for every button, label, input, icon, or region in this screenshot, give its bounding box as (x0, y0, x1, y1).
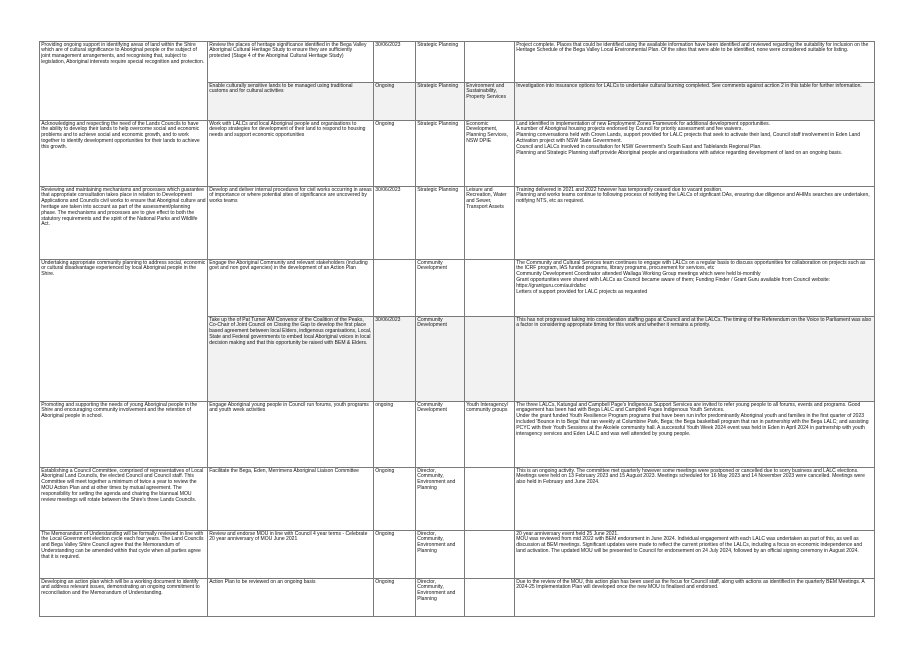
section-cell (465, 42, 515, 83)
responsibility-cell: Director, Community, Environment and Planning (416, 468, 465, 531)
objective-cell: Acknowledging and respecting the need of the Lands Councils to have the ability to develop their lands to help overcome social and economic problems and to achieve social and economic growth, and to work together to identify development opportunities for their lands to achieve this growth. (40, 121, 208, 187)
update-line: This is an ongoing activity. The committee met quarterly however some meetings were postponed or cancelled due to sorry business and LALC elections. Meetings were held on 13 February 2023 and 15 August 2023. Meetings scheduled for 16 May 2023 and 14 November 2023 were cancelled. Meetings were also held in February and June 2024. (516, 467, 865, 486)
action-cell: Enable culturally sensitive lands to be managed using traditional customs and for cultural activities (208, 83, 374, 121)
table-row (40, 579, 875, 617)
section-cell (465, 260, 515, 317)
objective-cell: Establishing a Council Committee, comprised of representatives of Local Aboriginal Land Councils, the elected Council and Council staff. This Committee will meet together a minimum of twice a year to review the MOU Action Plan and at other times by mutual agreement. The responsibility for setting the agenda and chairing the biannual MOU review meetings will rotate between the Shire's three Lands Councils. (40, 468, 208, 531)
action-cell: Work with LALCs and local Aboriginal people and organisations to develop strategies for development of their land to respond to housing needs and support economic opportunities (208, 121, 374, 187)
date-cell: 30/06/2023 (374, 187, 416, 260)
objective-cell: Developing an action plan which will be a working document to identify and address relevant issues, demonstrating an ongoing commitment to reconciliation and the Memorandum of Understanding. (40, 579, 208, 617)
objective-cell: Reviewing and maintaining mechanisms and processes which guarantee that appropriate consultation takes place in relation to Development Applications and Councils civil works to ensure that Aboriginal culture and heritage are taken into account as part of the assessment/planning phase. The mechanisms and processes are to give effect to both the statutory requirements and the spirit of the National Parks and Wildlife Act. (40, 187, 208, 260)
update-line: The three LALCs, Katungal and Campbell Page's Indigenous Support Services are invited to refer young people to all forums, events and programs. Good engagement has been had with Bega LALC and Campbell Pages Indigenous Youth Services. (516, 401, 861, 414)
update-line: Project complete. Places that could be identified using the available information have been identified and reviewed regarding the suitability for inclusion on the Heritage Schedule of the Bega Valley Local Environmental Plan. Of the sites that were able to be identified, none were considered suitable for listing. (516, 41, 869, 54)
action-cell: Review and endorse MOU in line with Council 4 year terms - Celebrate 20 year anniversary of MOU June 2021 (208, 531, 374, 579)
table-row (40, 402, 875, 468)
section-cell (465, 579, 515, 617)
date-cell: 30/06/2023 (374, 42, 416, 83)
table-row (40, 187, 875, 260)
action-cell: Take up the of Pat Turner AM Convenor of the Coalition of the Peaks, Co-Chair of Joint Council on Closing the Gap to develop the first place based agreement between local Elders, indigenous organisations, Local, State and Federal governments to embed local Aboriginal voices in local decision making and that this opportunity be raised with BEM & Elders. (208, 317, 374, 402)
responsibility-cell: Strategic Planning (416, 83, 465, 121)
date-cell: ongoing (374, 402, 416, 468)
action-cell: Review the places of heritage significance identified in the Bega Valley Aboriginal Cultural Heritage Study to ensure they are sufficiently protected (Stage 4 of the Aboriginal Cultural Heritage Study) (208, 42, 374, 83)
mou-action-plan-table (39, 41, 875, 617)
responsibility-cell: Community Development (416, 317, 465, 402)
update-line: MOU was reviewed from mid 2022 with BEM endorsment in June 2024. Individual engagement with each LALC was undertaken as part of this, as well as discussion at BEM meetings. Significant updates were made to reflect the current priorities of the LALCs, including a focus on economic independence and land activation. The updated MOU will be presented to Council for endorsement on 24 July 2024, followed by an official signing ceremony in August 2024. (516, 536, 863, 554)
update-line: Under the grant funded Youth Resilience Program programs that have been run in/for predominantly Aboriginal youth and families in the first quarter of 2023 included 'Bounce in to Bega' that ran weekly at Columbine Park, Bega; the Bega basketball program that ran in partnership with the Bega LALC; and assisting PCYC with their Youth Sessions at the Akolele community hall. A successful Youth Week 2024 event was held in Eden in April 2024 in partnership with youth interagency services and Eden LALC and was well attended by young people. (516, 413, 869, 437)
responsibility-cell: Community Development (416, 260, 465, 317)
objective-cell: The Memorandum of Understanding will be formally reviewed in line with the Local Government election cycle each four years. The Land Councils and Bega Valley Shire Council agree that the Memorandum of Understanding can be amended within that cycle when all parties agree that it is required. (40, 531, 208, 579)
section-cell (465, 531, 515, 579)
responsibility-cell: Strategic Planning (416, 187, 465, 260)
update-cell (515, 402, 875, 468)
update-line: 20 year anniversary event held 25 June 2021. (516, 530, 619, 537)
update-line: Community Development Coordinator attended Wallaga Working Group meetings which were held bi-monthly (516, 271, 761, 278)
section-cell: Environment and Sustainability, Property Services (465, 83, 515, 121)
update-line: Grant opportunities were shared with LALCs as Council became aware of them; Funding Finder / Grant Guru available from Council website: https://grantguru.com/au/rdafsc (516, 276, 831, 289)
objective-cell: Providing ongoing support in identifying areas of land within the Shire which are of cultural significance to Aboriginal people or the subject of joint management arrangements, and recognising that, subject to legislation, Aboriginal interests require special recognition and protection. (40, 42, 208, 121)
action-cell: Facilitate the Bega, Eden, Merrimens Aboriginal Liaison Committee (208, 468, 374, 531)
update-cell (515, 83, 875, 121)
action-cell: Action Plan to be reviewed on an ongoing basis (208, 579, 374, 617)
action-cell: Engage Aboriginal young people in Council run forums, youth programs and youth week activities (208, 402, 374, 468)
responsibility-cell: Director, Community, Environment and Planning (416, 579, 465, 617)
update-cell (515, 468, 875, 531)
date-cell: Ongoing (374, 83, 416, 121)
responsibility-cell: Director, Community, Environment and Planning (416, 531, 465, 579)
update-line: Due to the review of the MOU, this action plan has been used as the focus for Council staff, along with actions as identified in the quarterly BEM Meetings. A 2024-25 Implementation Plan will developed once the new MOU is finalised and endorsed. (516, 578, 865, 591)
update-cell (515, 579, 875, 617)
update-line: Planning conversations held with Crown Lands, support provided for LALC projects that seek to activate their land, Council staff involvement in Eden Land Activation project with NSW State Government. (516, 132, 861, 144)
objective-cell: Undertaking appropriate community planning to address social, economic or cultural disadvantage experienced by local Aboriginal people in the Shire. (40, 260, 208, 402)
section-cell: Economic Development, Planning Services, NSW DPIE (465, 121, 515, 187)
responsibility-cell: Community Development (416, 402, 465, 468)
date-cell (374, 260, 416, 317)
date-cell: Ongoing (374, 531, 416, 579)
update-line: Planning and works teams continue to following process of notifying the LALCs of signficant DAs, ensuring due diligence and AHIMs searches are undertaken, notifying NTS, etc as required. (516, 192, 870, 205)
update-cell (515, 187, 875, 260)
update-line: The Community and Cultural Services team continues to engage with LALCs on a regular basis to discuss opportunities for collaboration on projects such as the ICRF program, IAS funded programs, library programs, procurement for services, etc (516, 259, 866, 272)
section-cell (465, 468, 515, 531)
section-cell (465, 317, 515, 402)
section-cell: Leisure and Recreation, Water and Sewer, Transport Assets (465, 187, 515, 260)
date-cell: 30/06/2023 (374, 317, 416, 402)
update-cell (515, 260, 875, 317)
update-line: Letters of support provided for LALC projects as requested (516, 288, 648, 295)
date-cell: Ongoing (374, 579, 416, 617)
objective-cell: Promoting and supporting the needs of young Aboriginal people in the Shire and encouraging community involvement and the retention of Aboriginal people in school. (40, 402, 208, 468)
responsibility-cell: Strategic Planning (416, 42, 465, 83)
update-line: This has not progressed taking into consideration staffing gaps at Council and at the LALCs. The timing of the Referendum on the Voice to Parliament was also a factor in considering appropriate timing for this work and whether it remains a priority. (516, 316, 872, 329)
table-row (40, 531, 875, 579)
update-line: Land identified in implementation of new Employment Zones Framework for additional development opportunities. (516, 120, 771, 127)
action-cell: Engage the Aboriginal Community and relevant stakeholders (including govt and non govt agencies) in the development of an Action Plan (208, 260, 374, 317)
update-line: Council and LALCs involved in consultation for NSW Government's South East and Tablelands Regional Plan. (516, 143, 762, 150)
update-cell (515, 317, 875, 402)
table-body (40, 42, 875, 617)
update-cell (515, 531, 875, 579)
update-cell (515, 121, 875, 187)
table-row (40, 42, 875, 83)
table-row (40, 121, 875, 187)
update-line: Investigation into insurance options for LALCs to undertake cultural burning completed. See comments against acrtion 2 in this table for further information. (516, 82, 862, 89)
date-cell: Ongoing (374, 121, 416, 187)
table-row (40, 468, 875, 531)
table-row (40, 260, 875, 317)
update-line: A number of Aboriginal housing projects endorsed by Council for priority assessment and fee waivers. (516, 126, 743, 133)
responsibility-cell: Strategic Planning (416, 121, 465, 187)
update-line: Planning and Strategic Planning staff provide Aboriginal people and organisations with advice regarding development of land on an ongoing basis. (516, 149, 843, 156)
update-line: Training delivered in 2021 and 2022 however has temporarily ceased due to vacant position. (516, 186, 723, 193)
action-cell: Develop and deliver internal procedures for civil works occurring in areas of importance or where potential sites of significance are uncovered by works teams (208, 187, 374, 260)
section-cell: Youth Interagency/ community groups (465, 402, 515, 468)
date-cell: Ongoing (374, 468, 416, 531)
update-cell (515, 42, 875, 83)
